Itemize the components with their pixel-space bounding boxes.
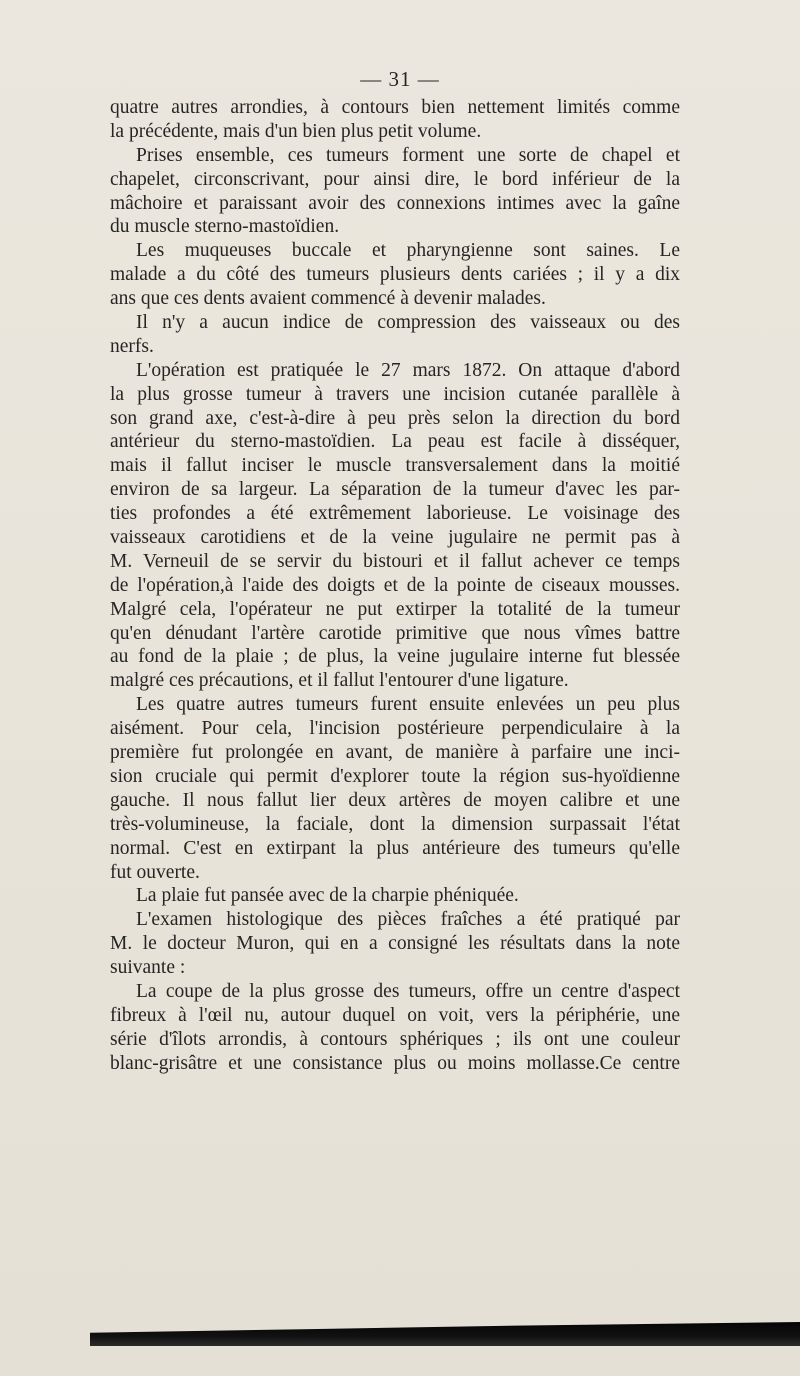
text-line: quatre autres arrondies, à contours bien nettement limités comme (110, 97, 680, 118)
text-line: normal. C'est en extirpant la plus antérieure des tumeurs qu'elle (110, 837, 680, 859)
text-line: de l'opération,à l'aide des doigts et de la pointe de ciseaux mousses. (110, 574, 680, 596)
text-line: aisément. Pour cela, l'incision postérieure perpendiculaire à la (110, 718, 680, 740)
text-line: L'examen histologique des pièces fraîches a été pratiqué par (136, 909, 680, 931)
text-line: Il n'y a aucun indice de compression des vaisseaux ou des (136, 312, 680, 334)
text-line: L'opération est pratiquée le 27 mars 1872. On attaque d'abord (136, 359, 680, 381)
scan-edge-shadow (90, 1322, 800, 1346)
text-line: vaisseaux carotidiens et de la veine jugulaire ne permit pas à (110, 527, 680, 549)
text-line: Les quatre autres tumeurs furent ensuite enlevées un peu plus (136, 694, 680, 716)
text-line: sion cruciale qui permit d'explorer toute la région sus-hyoïdienne (110, 765, 680, 787)
text-line: M. le docteur Muron, qui en a consigné les résultats dans la note (110, 933, 680, 955)
text-line: environ de sa largeur. La séparation de la tumeur d'avec les par- (110, 479, 680, 501)
text-line: Prises ensemble, ces tumeurs forment une sorte de chapel et (136, 144, 680, 166)
text-line: gauche. Il nous fallut lier deux artères de moyen calibre et une (110, 789, 680, 811)
text-line: La coupe de la plus grosse des tumeurs, offre un centre d'aspect (136, 980, 680, 1002)
text-line: malgré ces précautions, et il fallut l'entourer d'une ligature. (110, 670, 569, 692)
text-line: la précédente, mais d'un bien plus petit volume. (110, 120, 482, 142)
page-number: — 31 — (360, 67, 440, 91)
text-line: la plus grosse tumeur à travers une incision cutanée parallèle à (110, 383, 680, 405)
text-line: antérieur du sterno-mastoïdien. La peau est facile à disséquer, (110, 431, 680, 453)
text-line: fut ouverte. (110, 861, 200, 883)
text-line: malade a du côté des tumeurs plusieurs dents cariées ; il y a dix (110, 264, 680, 286)
text-line: M. Verneuil de se servir du bistouri et il fallut achever ce temps (110, 550, 680, 572)
text-line: ans que ces dents avaient commencé à devenir malades. (110, 288, 546, 310)
text-line: au fond de la plaie ; de plus, la veine jugulaire interne fut blessée (110, 646, 680, 668)
text-line: La plaie fut pansée avec de la charpie phéniquée. (136, 885, 519, 907)
text-line: première fut prolongée en avant, de manière à parfaire une inci- (110, 742, 680, 764)
text-line: fibreux à l'œil nu, autour duquel on voit, vers la périphérie, une (110, 1004, 680, 1026)
text-line: Malgré cela, l'opérateur ne put extirper la totalité de la tumeur (110, 598, 680, 620)
text-line: du muscle sterno-mastoïdien. (110, 216, 340, 238)
text-line: nerfs. (110, 335, 154, 357)
text-line: ties profondes a été extrêmement laborieuse. Le voisinage des (110, 503, 680, 525)
text-line: son grand axe, c'est-à-dire à peu près selon la direction du bord (110, 407, 680, 429)
text-line: mais il fallut inciser le muscle transversalement dans la moitié (110, 455, 680, 477)
text-line: très-volumineuse, la faciale, dont la dimension surpassait l'état (110, 813, 680, 835)
text-line: suivante : (110, 957, 186, 979)
text-line: mâchoire et paraissant avoir des connexions intimes avec la gaîne (110, 192, 680, 214)
text-line: qu'en dénudant l'artère carotide primitive que nous vîmes battre (110, 622, 680, 644)
text-line: chapelet, circonscrivant, pour ainsi dire, le bord inférieur de la (110, 168, 680, 190)
text-line: blanc-grisâtre et une consistance plus ou moins mollasse.Ce centre (110, 1052, 680, 1074)
text-line: série d'îlots arrondis, à contours sphériques ; ils ont une couleur (110, 1028, 680, 1050)
text-line: Les muqueuses buccale et pharyngienne sont saines. Le (136, 240, 680, 262)
body-text (110, 96, 680, 1076)
